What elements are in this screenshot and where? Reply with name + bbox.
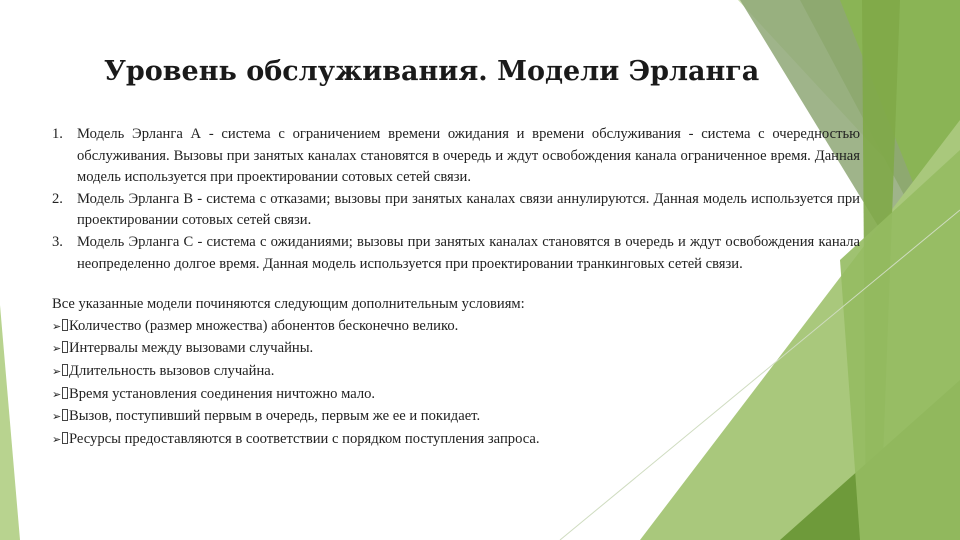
arrow-bullet-icon: ➢ (52, 433, 62, 446)
arrow-bullet-icon: ➢ (52, 388, 62, 401)
list-number: 2. (52, 190, 63, 207)
missing-glyph-box-icon (62, 341, 68, 353)
list-item (52, 384, 860, 407)
list-item (52, 406, 860, 429)
list-item (52, 316, 860, 339)
list-item (52, 429, 860, 452)
list-item-model-b (52, 189, 860, 232)
list-item-text: Модель Эрланга С - система с ожиданиями; вызовы при занятых каналах становятся в очередь и ждут освобождения канала неопределенно долгое время. Данная модель используется при проектировании транкинговых сетей связи. (77, 233, 860, 272)
list-item (52, 361, 860, 384)
conditions-list (52, 316, 860, 452)
list-item-text: Ресурсы предоставляются в соответствии с порядком поступления запроса. (69, 430, 540, 447)
missing-glyph-box-icon (62, 319, 68, 331)
missing-glyph-box-icon (62, 387, 68, 399)
missing-glyph-box-icon (62, 409, 68, 421)
arrow-bullet-icon: ➢ (52, 365, 62, 378)
arrow-bullet-icon: ➢ (52, 411, 62, 424)
arrow-bullet-icon: ➢ (52, 343, 62, 356)
list-item-text: Модель Эрланга А - система с ограничением времени ожидания и времени обслуживания - система с очередностью обслуживания. Вызовы при занятых каналах становятся в очередь и ждут освобождения канала ограниченное время. Данная модель используется при проектировании сотовых сетей связи. (77, 126, 860, 186)
list-number: 3. (52, 233, 63, 250)
slide-content (52, 124, 860, 451)
list-item-text: Длительность вызовов случайна. (69, 362, 275, 379)
list-item-model-c (52, 232, 860, 275)
erlang-models-list (52, 124, 860, 275)
list-item-text: Модель Эрланга В - система с отказами; вызовы при занятых каналах связи аннулируются. Данная модель используется при проектировании сотовых сетей связи. (77, 190, 860, 229)
list-item-text: Вызов, поступивший первым в очередь, первым же ее и покидает. (69, 408, 481, 425)
conditions-intro: Все указанные модели починяются следующим дополнительным условиям: (52, 296, 525, 313)
list-item (52, 338, 860, 361)
missing-glyph-box-icon (62, 432, 68, 444)
list-item-model-a (52, 124, 860, 189)
green-triangle-left-edge (0, 305, 20, 540)
missing-glyph-box-icon (62, 364, 68, 376)
list-item-text: Время установления соединения ничтожно мало. (69, 385, 376, 402)
list-item-text: Количество (размер множества) абонентов бесконечно велико. (69, 317, 459, 334)
arrow-bullet-icon: ➢ (52, 320, 62, 333)
list-item-text: Интервалы между вызовами случайны. (69, 340, 314, 357)
list-number: 1. (52, 126, 63, 142)
slide-title: Уровень обслуживания. Модели Эрланга (104, 56, 760, 87)
